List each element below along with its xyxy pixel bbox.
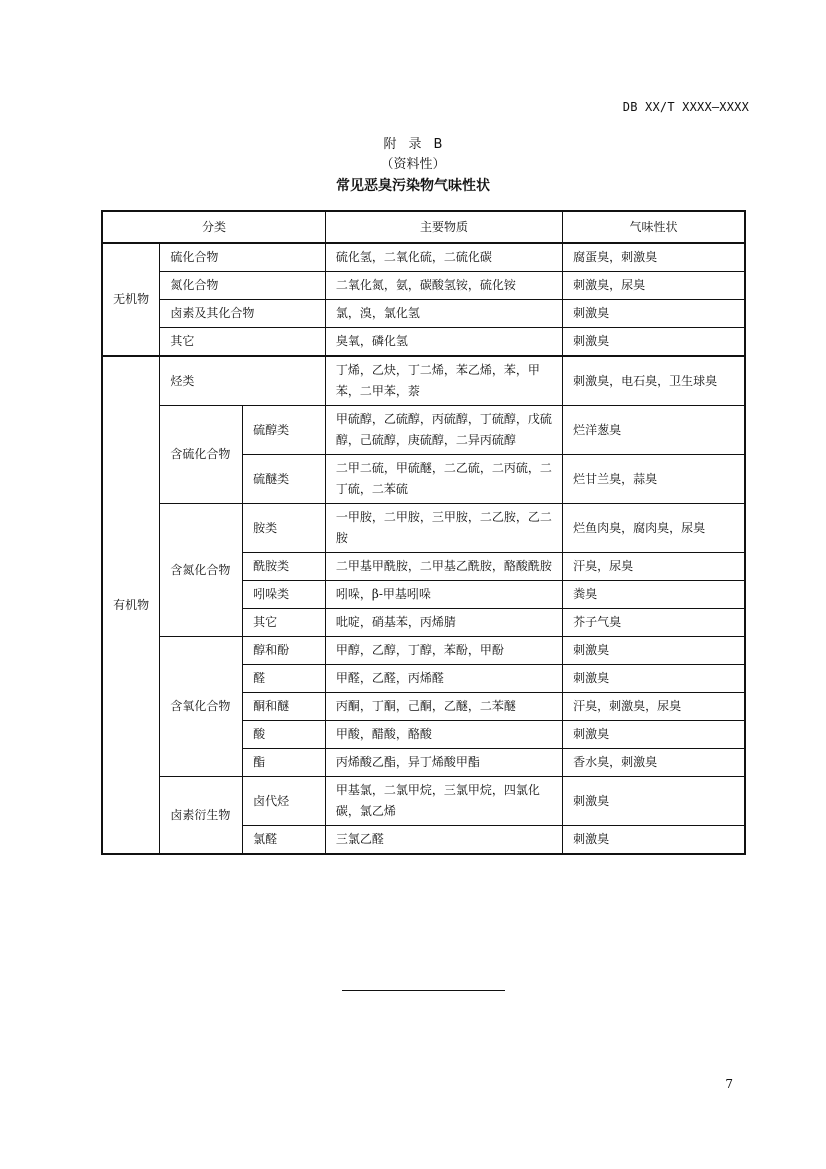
end-separator-line <box>342 990 505 991</box>
type-cell: 其它 <box>243 609 326 637</box>
type-cell: 醇和酚 <box>243 637 326 665</box>
odor-cell: 腐蛋臭，刺激臭 <box>563 243 745 272</box>
substances-cell: 吡啶，硝基苯，丙烯腈 <box>325 609 562 637</box>
substances-cell: 二甲基甲酰胺，二甲基乙酰胺，酪酸酰胺 <box>325 553 562 581</box>
header-odor: 气味性状 <box>563 211 745 243</box>
table-row <box>102 328 745 357</box>
odor-cell: 刺激臭 <box>563 777 745 826</box>
category-organic: 有机物 <box>102 356 160 854</box>
type-cell: 酰胺类 <box>243 553 326 581</box>
appendix-nature: （资料性） <box>380 157 446 172</box>
substances-cell: 氯，溴，氯化氢 <box>325 300 562 328</box>
table-row <box>102 504 745 553</box>
page-number: 7 <box>725 1077 733 1091</box>
subcategory: 硫化合物 <box>160 243 326 272</box>
subcategory: 氮化合物 <box>160 272 326 300</box>
table-row <box>102 243 745 272</box>
standard-code: DB XX/T XXXX—XXXX <box>622 100 749 114</box>
odor-cell: 汗臭，刺激臭，尿臭 <box>563 693 745 721</box>
table-row <box>102 777 745 826</box>
substances-cell: 甲醇，乙醇，丁醇，苯酚，甲酚 <box>325 637 562 665</box>
table-row <box>102 272 745 300</box>
subcategory: 其它 <box>160 328 326 357</box>
odor-cell: 刺激臭 <box>563 826 745 855</box>
odor-cell: 刺激臭 <box>563 300 745 328</box>
substances-cell: 二甲二硫，甲硫醚，二乙硫，二丙硫，二丁硫，二苯硫 <box>325 455 562 504</box>
substances-cell: 丙酮，丁酮，己酮，乙醚，二苯醚 <box>325 693 562 721</box>
odor-cell: 刺激臭 <box>563 721 745 749</box>
substances-cell: 臭氧，磷化氢 <box>325 328 562 357</box>
table-row <box>102 637 745 665</box>
header-category: 分类 <box>102 211 325 243</box>
substances-cell: 二氧化氮，氨，碳酸氢铵，硫化铵 <box>325 272 562 300</box>
substances-cell: 甲基氯，二氯甲烷，三氯甲烷，四氯化碳，氯乙烯 <box>325 777 562 826</box>
type-cell: 氯醛 <box>243 826 326 855</box>
odor-cell: 烂洋葱臭 <box>563 406 745 455</box>
type-cell: 醛 <box>243 665 326 693</box>
substances-cell: 丁烯，乙炔，丁二烯，苯乙烯，苯，甲苯，二甲苯，萘 <box>325 356 562 406</box>
substances-cell: 硫化氢，二氧化硫，二硫化碳 <box>325 243 562 272</box>
type-cell: 酸 <box>243 721 326 749</box>
type-cell: 硫醚类 <box>243 455 326 504</box>
type-cell: 胺类 <box>243 504 326 553</box>
odor-cell: 刺激臭，尿臭 <box>563 272 745 300</box>
odor-cell: 芥子气臭 <box>563 609 745 637</box>
type-cell: 酯 <box>243 749 326 777</box>
subcategory: 含硫化合物 <box>160 406 243 504</box>
odor-cell: 刺激臭 <box>563 328 745 357</box>
substances-cell: 甲酸，醋酸，酪酸 <box>325 721 562 749</box>
substances-cell: 一甲胺，二甲胺，三甲胺，二乙胺，乙二胺 <box>325 504 562 553</box>
type-cell: 酮和醚 <box>243 693 326 721</box>
substances-cell: 甲硫醇，乙硫醇，丙硫醇，丁硫醇，戊硫醇，己硫醇，庚硫醇，二异丙硫醇 <box>325 406 562 455</box>
odor-cell: 烂鱼肉臭，腐肉臭，尿臭 <box>563 504 745 553</box>
odor-cell: 烂甘兰臭，蒜臭 <box>563 455 745 504</box>
table-row <box>102 356 745 406</box>
subcategory: 卤素衍生物 <box>160 777 243 855</box>
appendix-label: 附录B <box>383 137 443 152</box>
table-row <box>102 300 745 328</box>
substances-cell: 吲哚，β-甲基吲哚 <box>325 581 562 609</box>
table-header-row <box>102 211 745 243</box>
category-inorganic: 无机物 <box>102 243 160 356</box>
subcategory: 烃类 <box>160 356 326 406</box>
subcategory: 含氮化合物 <box>160 504 243 637</box>
table-row <box>102 406 745 455</box>
subcategory: 卤素及其化合物 <box>160 300 326 328</box>
odor-cell: 汗臭，尿臭 <box>563 553 745 581</box>
odor-cell: 刺激臭 <box>563 637 745 665</box>
subcategory: 含氧化合物 <box>160 637 243 777</box>
title-block <box>0 135 826 197</box>
header-substances: 主要物质 <box>325 211 562 243</box>
substances-cell: 丙烯酸乙酯，异丁烯酸甲酯 <box>325 749 562 777</box>
odor-cell: 刺激臭 <box>563 665 745 693</box>
substances-cell: 三氯乙醛 <box>325 826 562 855</box>
type-cell: 卤代烃 <box>243 777 326 826</box>
substances-cell: 甲醛，乙醛，丙烯醛 <box>325 665 562 693</box>
type-cell: 硫醇类 <box>243 406 326 455</box>
table-title: 常见恶臭污染物气味性状 <box>336 178 490 194</box>
odor-table <box>101 210 746 855</box>
odor-cell: 粪臭 <box>563 581 745 609</box>
odor-cell: 香水臭，刺激臭 <box>563 749 745 777</box>
type-cell: 吲哚类 <box>243 581 326 609</box>
odor-cell: 刺激臭，电石臭，卫生球臭 <box>563 356 745 406</box>
